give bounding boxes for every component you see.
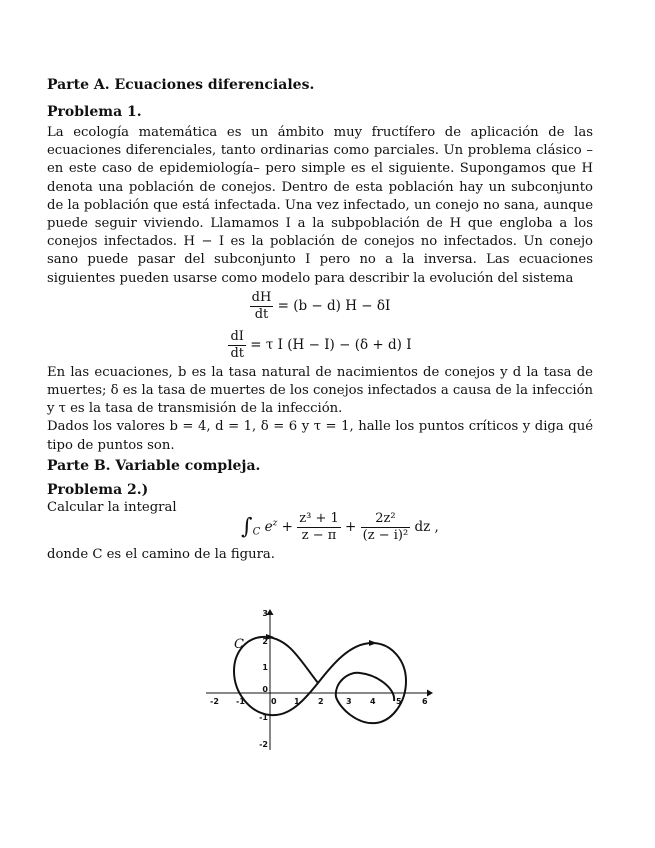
part-b-title: Parte B. Variable compleja. (47, 457, 261, 474)
x-tick: 0 (271, 697, 277, 706)
problem-1-title: Problema 1. (47, 104, 142, 120)
page-content (47, 70, 593, 564)
fraction-dH-dt (250, 290, 274, 323)
y-tick: 2 (262, 637, 268, 646)
x-tick: 1 (294, 697, 300, 706)
integral-sign: ∫ (241, 514, 253, 540)
eq1-denominator: dt (254, 306, 269, 322)
contour-plot (200, 605, 440, 755)
plus-sign-1: + (281, 519, 293, 536)
equation-1 (47, 290, 593, 323)
y-tick-labels (254, 605, 268, 755)
x-tick: 4 (370, 697, 376, 706)
contour-arrow-2 (369, 640, 377, 646)
problem-2-title: Problema 2.) (47, 481, 149, 498)
y-tick: 0 (262, 685, 268, 694)
eq2-rhs: = τ I (H − I) − (δ + d) I (250, 336, 412, 353)
frac1-denominator: z − π (301, 528, 337, 544)
x-tick: -2 (210, 697, 219, 706)
fraction-2 (361, 511, 411, 544)
y-tick: -2 (259, 740, 268, 749)
eq1-rhs: = (b − d) H − δI (277, 297, 391, 314)
y-tick: -1 (259, 713, 268, 722)
x-tick: 2 (318, 697, 324, 706)
contour-figure (200, 605, 440, 755)
problem-1-paragraph-1: La ecología matemática es un ámbito muy fructífero de aplicación de las ecuaciones diferenciales, tanto ordinarias como parciales. Un problema clásico –en este caso de epidemiología– pero simple es el siguiente. Supongamos que H denota una población de conejos. Dentro de esta población hay un subconjunto de la población que está infectada. Una vez infectado, un conejo no sana, aunque puede seguir viviendo. Llamamos I a la subpoblación de H que engloba a los conejos infectados. H − I es la población de conejos no infectados. Un conejo sano puede pasar del subconjunto I pero no a la inversa. Las ecuaciones siguientes pueden usarse como modelo para describir la evolución del sistema (47, 125, 593, 286)
fraction-1 (297, 511, 341, 544)
x-tick: 3 (346, 697, 352, 706)
part-a-title: Parte A. Ecuaciones diferenciales. (47, 77, 315, 93)
problem-2-intro: Calcular la integral (47, 499, 177, 515)
curve-label-C: C (234, 637, 244, 652)
problem-1-paragraph-2: En las ecuaciones, b es la tasa natural de nacimientos de conejos y d la tasa de muertes; δ es la tasa de muertes de los conejos infectados a causa de la infección y τ es la tasa de transmisión de la infección. (47, 364, 593, 417)
problem-2-after: donde C es el camino de la figura. (47, 547, 275, 563)
problem-1-paragraph-3: Dados los valores b = 4, d = 1, δ = 6 y τ = 1, halle los puntos críticos y diga qué tipo de puntos son. (47, 419, 593, 453)
x-tick: -1 (236, 697, 245, 706)
plus-sign-2: + (345, 519, 357, 536)
exp-power: z (272, 518, 278, 529)
equation-2 (47, 329, 593, 362)
exp-base: e (264, 519, 273, 536)
y-tick: 1 (262, 663, 268, 672)
integral-contour: C (252, 526, 261, 538)
frac1-numerator: z³ + 1 (299, 511, 339, 527)
eq1-numerator: dH (251, 289, 272, 305)
fraction-dI-dt (228, 329, 246, 362)
x-tick-labels (200, 697, 440, 709)
x-tick: 6 (422, 697, 428, 706)
x-tick: 5 (396, 697, 402, 706)
y-tick: 3 (262, 609, 268, 618)
integral-tail: dz , (414, 519, 439, 536)
frac2-numerator: 2z² (361, 511, 411, 528)
eq2-denominator: dt (230, 345, 244, 361)
eq2-numerator: dI (228, 329, 246, 346)
frac2-denominator: (z − i)² (362, 528, 409, 544)
